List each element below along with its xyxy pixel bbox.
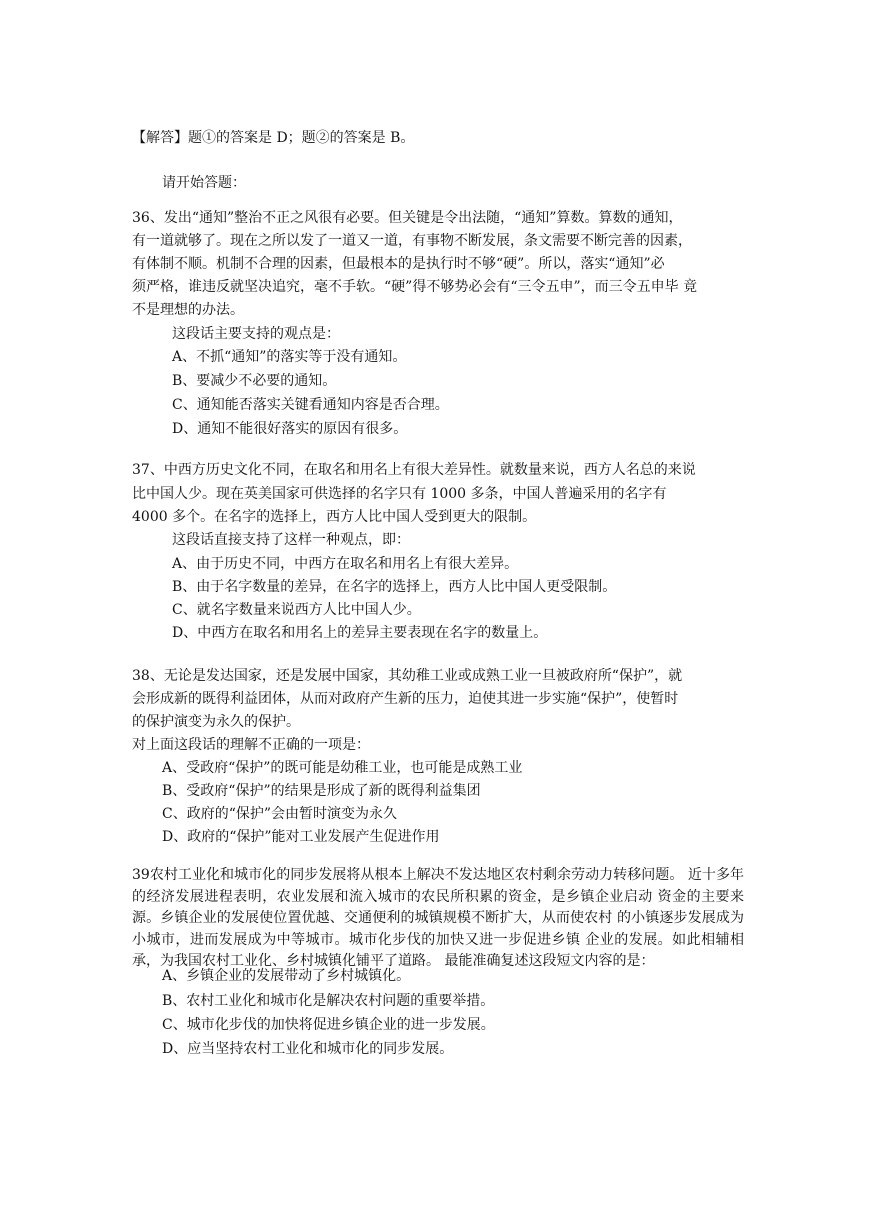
q38-line-2: 会形成新的既得利益团体，从而对政府产生新的压力，迫使其进一步实施“保护”，使暂时 bbox=[132, 691, 679, 707]
q36-line-3: 有体制不顺。机制不合理的因素，但最根本的是执行时不够“硬”。所以，落实“通知”必 bbox=[132, 256, 665, 272]
q36-option-b: B、要减少不必要的通知。 bbox=[172, 373, 337, 389]
q36-line-1: 36、发出“通知”整治不正之风很有必要。但关键是令出法随，“通知”算数。算数的通知， bbox=[132, 210, 683, 226]
q36-line-4: 须严格，谁违反就坚决追究，毫不手软。“硬”得不够势必会有“三令五申”，而三令五申毕 竟 bbox=[132, 279, 698, 295]
answer-line: 【解答】题①的答案是 D；题②的答案是 B。 bbox=[132, 130, 415, 146]
q37-line-3: 4000 多个。在名字的选择上，西方人比中国人受到更大的限制。 bbox=[132, 509, 537, 525]
q37-option-b: B、由于名字数量的差异，在名字的选择上，西方人比中国人更受限制。 bbox=[172, 579, 617, 595]
q36-line-2: 有一道就够了。现在之所以发了一道又一道，有事物不断发展，条文需要不断完善的因素， bbox=[132, 233, 692, 249]
q36-option-a: A、不抓“通知”的落实等于没有通知。 bbox=[172, 349, 407, 365]
q36-option-c: C、通知能否落实关键看通知内容是否合理。 bbox=[172, 397, 449, 413]
q36-prompt: 这段话主要支持的观点是： bbox=[172, 326, 340, 342]
q38-option-b: B、受政府“保护”的结果是形成了新的既得利益集团 bbox=[162, 783, 481, 799]
start-instruction: 请开始答题： bbox=[162, 175, 246, 191]
q36-option-d: D、通知不能很好落实的原因有很多。 bbox=[172, 421, 408, 437]
q39-paragraph: 39农村工业化和城市化的同步发展将从根本上解决不发达地区农村剩余劳动力转移问题。 近十多年的经济发展进程表明，农业发展和流入城市的农民所积累的资金，是乡镇企业启动 资金的主要来源。乡镇企业的发展使位置优越、交通便利的城镇规模不断扩大，从而使农村 的小镇逐步发展成为小城市，进而发展成为中等城市。城市化步伐的加快又进一步促进乡镇 企业的发展。如此相辅相承，为我国农村工业化、乡村城镇化铺平了道路。 最能准确复述这段短文内容的是： bbox=[132, 867, 744, 969]
q38-line-3: 的保护演变为永久的保护。 bbox=[132, 714, 300, 730]
q38-option-c: C、政府的“保护”会由暂时演变为永久 bbox=[162, 806, 398, 822]
q37-prompt: 这段话直接支持了这样一种观点，即： bbox=[172, 532, 410, 548]
q39-option-d: D、应当坚持农村工业化和城市化的同步发展。 bbox=[162, 1041, 454, 1057]
q38-prompt: 对上面这段话的理解不正确的一项是： bbox=[132, 737, 370, 753]
q38-line-1: 38、无论是发达国家，还是发展中国家，其幼稚工业或成熟工业一旦被政府所“保护”，就 bbox=[132, 668, 683, 684]
q37-option-c: C、就名字数量来说西方人比中国人少。 bbox=[172, 602, 421, 618]
q39-option-a: A、乡镇企业的发展带动了乡村城镇化。 bbox=[162, 968, 411, 984]
q37-line-1: 37、中西方历史文化不同，在取名和用名上有很大差异性。就数量来说，西方人名总的来说 bbox=[132, 462, 696, 478]
q37-option-d: D、中西方在取名和用名上的差异主要表现在名字的数量上。 bbox=[172, 625, 548, 641]
q37-line-2: 比中国人少。现在英美国家可供选择的名字只有 1000 多条，中国人普遍采用的名字有 bbox=[132, 486, 667, 502]
q37-option-a: A、由于历史不同，中西方在取名和用名上有很大差异。 bbox=[172, 556, 519, 572]
q39-option-c: C、城市化步伐的加快将促进乡镇企业的进一步发展。 bbox=[162, 1017, 495, 1033]
q38-option-a: A、受政府“保护”的既可能是幼稚工业，也可能是成熟工业 bbox=[162, 760, 523, 776]
q39-option-b: B、农村工业化和城市化是解决农村问题的重要举措。 bbox=[162, 993, 495, 1009]
q36-line-5: 不是理想的办法。 bbox=[132, 302, 244, 318]
q38-option-d: D、政府的“保护”能对工业发展产生促进作用 bbox=[162, 829, 440, 845]
